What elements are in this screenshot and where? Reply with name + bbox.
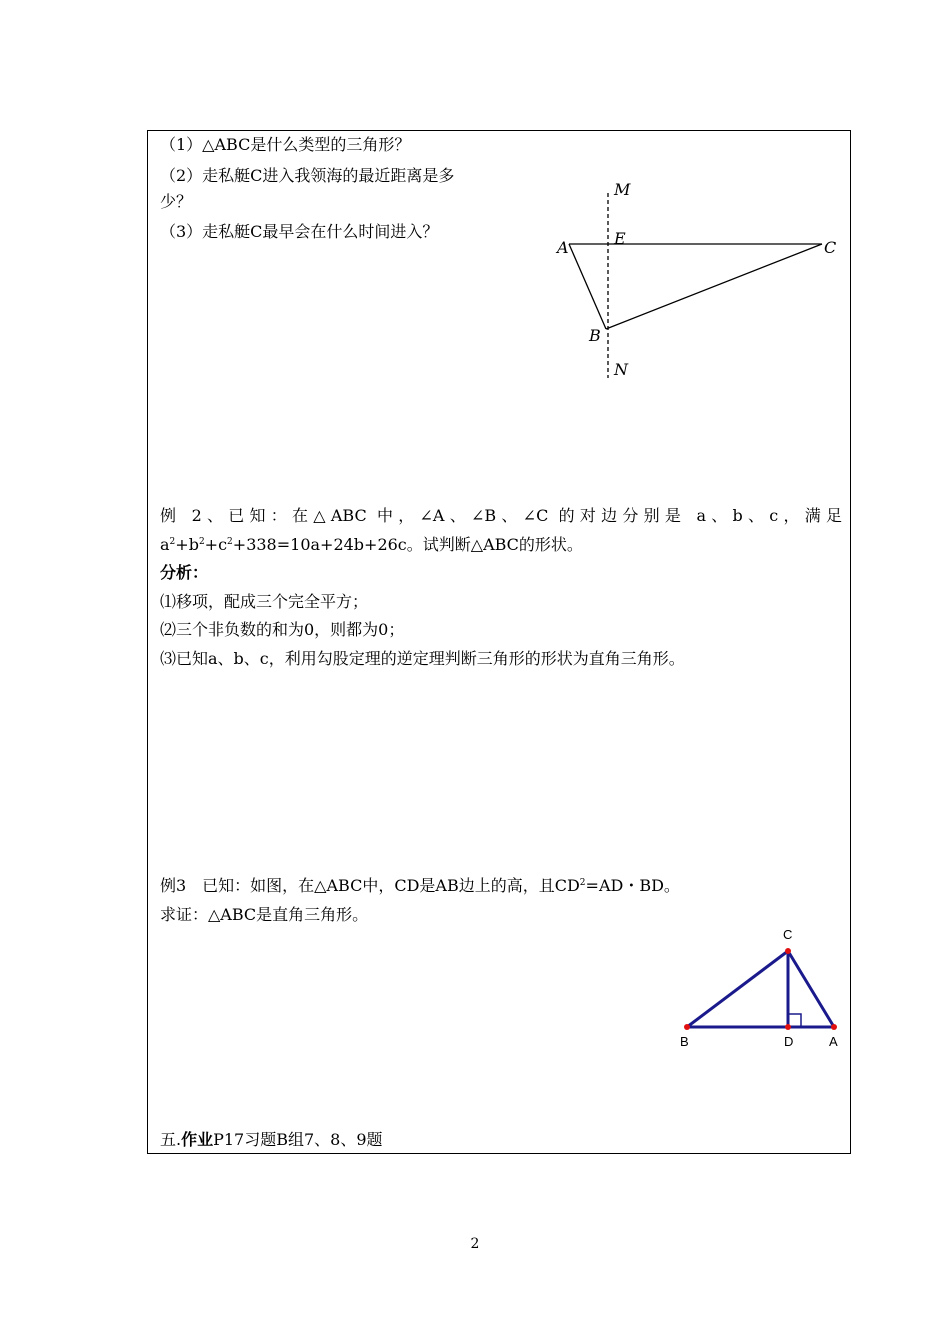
point-b: [684, 1024, 690, 1030]
question-3: （3）走私艇C最早会在什么时间进入？: [160, 222, 439, 241]
label-n: N: [614, 360, 628, 379]
question-2-cont: 少？: [160, 192, 193, 211]
point-a: [831, 1024, 837, 1030]
label-b2: B: [680, 1034, 689, 1049]
page-number: 2: [470, 1236, 480, 1252]
analysis-label: 分析：: [160, 563, 209, 582]
point-d: [785, 1024, 791, 1030]
point-c: [785, 948, 791, 954]
analysis-step-1: ⑴移项，配成三个完全平方；: [160, 592, 369, 611]
example-3-line1: 例3 已知：如图，在△ABC中，CD是AB边上的高，且$CD^2=AD$・BD。: [160, 876, 680, 895]
label-d2: D: [784, 1034, 794, 1049]
label-a2: A: [829, 1034, 838, 1049]
label-c: C: [824, 238, 837, 257]
question-1: （1）△ABC是什么类型的三角形？: [160, 135, 411, 154]
analysis-step-2: ⑵三个非负数的和为0，则都为0；: [160, 620, 405, 639]
homework: 五.作业P17习题B组7、8、9题: [160, 1130, 383, 1149]
label-e: E: [614, 229, 626, 248]
label-m: M: [614, 180, 631, 199]
example-2-line1: 例 2、已知：在△ABC 中，∠A、∠B、∠C 的对边分别是 a、b、c，满足: [160, 506, 842, 525]
analysis-step-3: ⑶已知a、b、c，利用勾股定理的逆定理判断三角形的形状为直角三角形。: [160, 649, 685, 668]
example-3-line2: 求证：△ABC是直角三角形。: [160, 905, 369, 924]
example-2-line2: $a^2+b^2+c^2+338=10a+24b+26c$。试判断△ABC的形状。: [160, 535, 583, 554]
question-2: （2）走私艇C进入我领海的最近距离是多: [160, 166, 455, 185]
label-c2: C: [783, 927, 793, 942]
label-b: B: [589, 326, 601, 345]
label-a: A: [557, 238, 569, 257]
triangle-abc: [687, 951, 834, 1027]
